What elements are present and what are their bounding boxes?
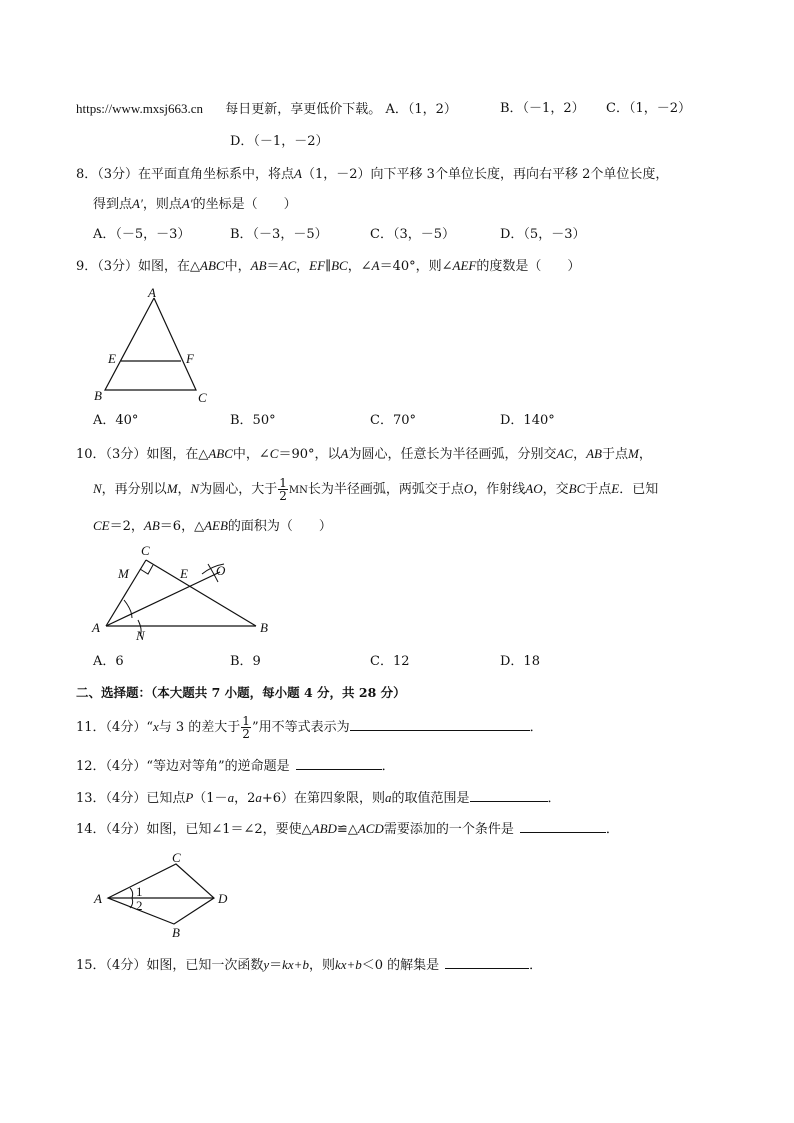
q8-text-b: （1，－2）向下平移 3个单位长度，再向右平移 2个单位长度， — [302, 167, 669, 182]
q13-text-b: （1－ — [193, 791, 228, 806]
q9-option-b: B．50° — [230, 413, 276, 428]
q15-text-b: ，则 — [308, 958, 335, 973]
q10-option-d: D．18 — [500, 654, 540, 669]
q9-option-a: A．40° — [93, 413, 139, 428]
q15-kxb-2: kx+b — [334, 957, 362, 972]
q10-option-a: A．6 — [93, 654, 124, 669]
q14-label-1: 1 — [136, 884, 143, 899]
q10-stem-line1 — [76, 445, 652, 464]
q13-text-e: 的取值范围是 — [391, 791, 470, 806]
q13-text-d: +6）在第四象限，则 — [261, 791, 386, 806]
q10-label-m: M — [118, 566, 129, 581]
q9-ab: AB — [250, 258, 267, 273]
q11-fraction — [241, 715, 251, 740]
q8-text: 8．（3分）在平面直角坐标系中，将点 — [76, 167, 295, 182]
q10-ab-2: AB — [143, 518, 160, 533]
q9-suffix: 的度数是（ ） — [476, 259, 581, 274]
q15-answer-blank[interactable] — [445, 956, 529, 969]
q9-eq: ＝ — [266, 259, 280, 274]
q13-a3: a — [385, 790, 392, 805]
q14-text-b: 需要添加的一个条件是 — [383, 822, 514, 837]
q9-bc: BC — [331, 258, 348, 273]
q10-option-c: C．12 — [370, 654, 410, 669]
q13-end: ． — [547, 791, 561, 806]
q9-option-c: C．70° — [370, 413, 416, 428]
q10-text-c: ＝90°，以 — [278, 447, 341, 462]
q9-label-f: F — [186, 351, 194, 366]
q11-x: x — [152, 719, 159, 734]
q8-point-a: A — [294, 166, 302, 181]
q8-option-d: D．（5，－3） — [500, 227, 586, 242]
q15-eq: ＝ — [269, 958, 283, 973]
q9-label-e: E — [108, 351, 116, 366]
q9-abc: ABC — [200, 258, 225, 273]
q13-text: 13．（4分）已知点 — [76, 791, 186, 806]
q10-label-b: B — [260, 620, 268, 635]
q11-stem — [76, 712, 543, 743]
q9-label-b: B — [94, 388, 102, 403]
q14-answer-blank[interactable] — [520, 820, 606, 833]
q9-a: A — [371, 258, 380, 273]
q10-text-n: ＝6，△ — [159, 519, 205, 534]
q10-text-m: ＝2， — [109, 519, 144, 534]
q10-label-e: E — [180, 566, 188, 581]
q15-stem — [76, 956, 542, 975]
q11-text: 11．（4分）“ — [76, 720, 153, 735]
q10-e: E — [611, 481, 620, 496]
q10-text-o: 的面积为（ ） — [227, 519, 332, 534]
q10-text-l: ．已知 — [619, 482, 659, 497]
q10-fraction — [278, 477, 288, 502]
q15-text: 15．（4分）如图，已知一次函数 — [76, 958, 264, 973]
q14-label-a: A — [94, 891, 102, 906]
q15-end: ． — [529, 958, 543, 973]
q8-text-d: ，则点 — [142, 197, 182, 212]
q9-text-2: 中， — [224, 259, 251, 274]
q10-text-g: 为圆心，大于 — [199, 482, 278, 497]
q10-stem-line2 — [93, 474, 658, 506]
q12-stem — [76, 757, 395, 776]
q10-comma-2: ， — [638, 447, 652, 462]
q13-text-c: ，2 — [234, 791, 256, 806]
q10-label-o: O — [216, 563, 226, 578]
q15-text-c: ＜0 的解集是 — [361, 958, 440, 973]
q9-sep: ， — [296, 259, 310, 274]
q10-m: M — [628, 446, 639, 461]
q8-point-a-prime-2: A′ — [181, 196, 193, 211]
q9-aef: AEF — [452, 258, 477, 273]
q10-aeb: AEB — [204, 518, 228, 533]
q9-label-a: A — [148, 285, 156, 300]
q11-frac-den: 2 — [242, 727, 250, 741]
q10-text: 10．（3分）如图，在△ — [76, 447, 209, 462]
q14-text: 14．（4分）如图，已知∠1＝∠2，要使△ — [76, 822, 312, 837]
q8-point-a-prime: A′ — [132, 196, 143, 211]
q7-option-b: B．（－1，2） — [500, 101, 585, 116]
q11-end: ． — [529, 720, 543, 735]
q10-n-2: N — [190, 481, 200, 496]
q12-end: ． — [381, 759, 395, 774]
q10-text-i: ，作射线 — [473, 482, 526, 497]
q13-a2: a — [255, 790, 262, 805]
q10-text-b: 中，∠ — [232, 447, 270, 462]
q10-mn: MN — [288, 485, 308, 496]
q13-stem — [76, 789, 561, 808]
q8-option-a: A．（－5，－3） — [93, 227, 191, 242]
q10-text-d: 为圆心，任意长为半径画弧，分别交 — [348, 447, 557, 462]
notice-text: 每日更新，享更低价下载。 — [225, 102, 382, 117]
q10-label-n: N — [136, 628, 145, 643]
q15-y: y — [263, 957, 270, 972]
q8-option-b: B．（－3，－5） — [230, 227, 328, 242]
q9-deg: ＝40°，则∠ — [379, 259, 453, 274]
q14-label-c: C — [172, 850, 181, 865]
q9-parallel: ∥ — [325, 259, 332, 274]
q10-c: C — [269, 446, 279, 461]
q14-cong: ≌△ — [336, 822, 358, 837]
q10-text-e: 于点 — [602, 447, 629, 462]
q10-ce: CE — [93, 518, 110, 533]
q10-ac: AC — [556, 446, 574, 461]
q8-stem-line2 — [93, 195, 297, 214]
q13-answer-blank[interactable] — [470, 789, 548, 802]
q10-triangle-figure — [88, 540, 288, 650]
q7-option-d: D．（－1，－2） — [230, 134, 329, 149]
q10-option-b: B．9 — [230, 654, 261, 669]
q10-comma: ， — [573, 447, 587, 462]
q10-o: O — [463, 481, 474, 496]
q9-angle: ，∠ — [347, 259, 372, 274]
q9-label-c: C — [198, 390, 207, 404]
q10-a: A — [340, 446, 349, 461]
q10-frac-den: 2 — [279, 489, 287, 503]
q9-text: 9．（3分）如图，在△ — [76, 259, 201, 274]
q12-answer-blank[interactable] — [296, 757, 382, 770]
q15-kxb: kx+b — [282, 957, 309, 972]
q11-frac-num: 1 — [242, 714, 250, 728]
q10-label-a: A — [92, 620, 100, 635]
q7-option-a: A．（1，2） — [385, 102, 457, 117]
q10-frac-num: 1 — [279, 476, 287, 490]
q14-abd: ABD — [311, 821, 337, 836]
q10-text-h: 长为半径画弧，两弧交于点 — [307, 482, 464, 497]
q10-abc: ABC — [208, 446, 233, 461]
q10-bc: BC — [568, 481, 586, 496]
q14-acd: ACD — [357, 821, 384, 836]
q14-label-2: 2 — [136, 898, 143, 913]
q9-option-d: D．140° — [500, 413, 555, 428]
q10-stem-line3 — [93, 517, 332, 536]
q11-answer-blank[interactable] — [350, 718, 530, 731]
q10-text-k: 于点 — [585, 482, 612, 497]
q7-line — [76, 100, 457, 119]
q9-ef: EF — [309, 258, 326, 273]
q10-ao: AO — [525, 481, 543, 496]
q8-text-c: 得到点 — [93, 197, 133, 212]
q10-m-2: M — [166, 481, 178, 496]
q13-p: P — [185, 790, 194, 805]
q8-text-e: 的坐标是（ ） — [192, 197, 297, 212]
source-url: https://www.mxsj663.cn — [76, 101, 203, 116]
q7-option-c: C．（1，－2） — [606, 101, 691, 116]
q12-text: 12．（4分）“等边对等角”的逆命题是 — [76, 759, 290, 774]
q9-stem — [76, 257, 580, 276]
q10-text-j: ，交 — [542, 482, 569, 497]
q8-option-c: C．（3，－5） — [370, 227, 455, 242]
q10-label-c: C — [141, 543, 150, 558]
q11-text-b: 与 3 的差大于 — [158, 720, 241, 735]
q14-label-b: B — [172, 925, 180, 940]
q10-text-f: ，再分别以 — [101, 482, 167, 497]
q8-stem-line1 — [76, 165, 668, 184]
q9-triangle-figure — [88, 284, 218, 404]
q10-n: N — [93, 481, 102, 496]
q11-text-c: ”用不等式表示为 — [251, 720, 350, 735]
q10-ab: AB — [586, 446, 602, 461]
q14-label-d: D — [218, 891, 228, 906]
q14-quadrilateral-figure — [90, 848, 240, 940]
section-2-title: 二、选择题：（本大题共 7 小题，每小题 4 分，共 28 分） — [76, 685, 406, 700]
q14-stem — [76, 820, 619, 839]
q10-comma-3: ， — [177, 482, 191, 497]
q14-end: ． — [605, 822, 619, 837]
q9-ac: AC — [279, 258, 297, 273]
q13-a1: a — [227, 790, 235, 805]
